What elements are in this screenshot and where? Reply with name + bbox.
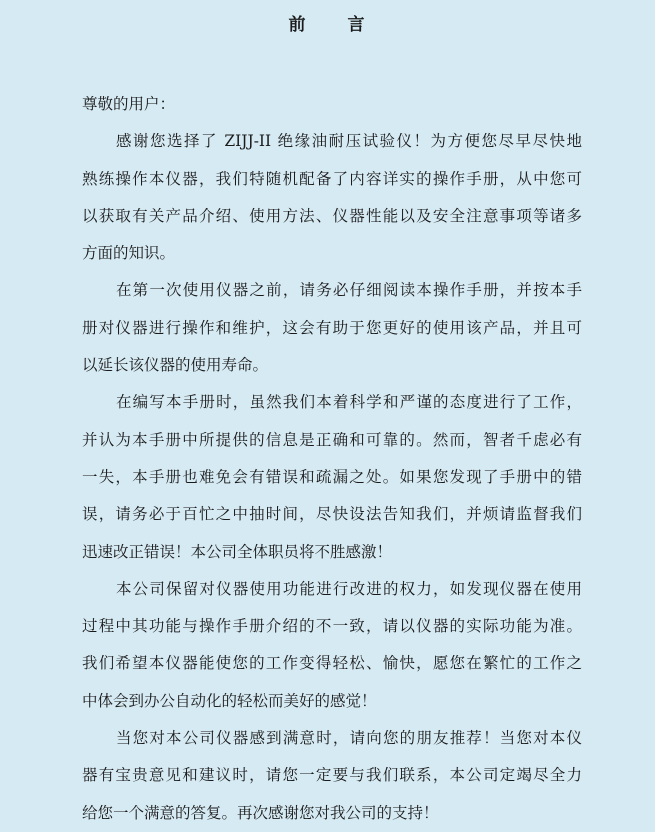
paragraph-1-line-3: 以获取有关产品介绍、使用方法、仪器性能以及安全注意事项等诸多 xyxy=(82,206,582,225)
paragraph-2-line-1: 在第一次使用仪器之前，请务必仔细阅读本操作手册，并按本手 xyxy=(116,281,582,300)
greeting: 尊敬的用户： xyxy=(82,95,176,113)
paragraph-1-line-1: 感谢您选择了 ZIJJ-II 绝缘油耐压试验仪！为方便您尽早尽快地 xyxy=(116,132,582,151)
paragraph-4-line-1: 本公司保留对仪器使用功能进行改进的权力，如发现仪器在使用 xyxy=(116,579,582,598)
title-char-1: 前 xyxy=(288,15,308,35)
paragraph-4-line-4: 中体会到办公自动化的轻松而美好的感觉！ xyxy=(82,691,377,710)
paragraph-5-line-2: 器有宝贵意见和建议时，请您一定要与我们联系，本公司定竭尽全力 xyxy=(82,766,582,785)
paragraph-4-line-2: 过程中其功能与操作手册介绍的不一致，请以仪器的实际功能为准。 xyxy=(82,617,582,636)
paragraph-3-line-2: 并认为本手册中所提供的信息是正确和可靠的。然而，智者千虑必有 xyxy=(82,430,582,449)
paragraph-2-line-2: 册对仪器进行操作和维护，这会有助于您更好的使用该产品，并且可 xyxy=(82,318,582,337)
paragraph-2-line-3: 以延长该仪器的使用寿命。 xyxy=(82,356,269,375)
paragraph-3-line-5: 迅速改正错误！本公司全体职员将不胜感激！ xyxy=(82,542,393,561)
paragraph-3-line-1: 在编写本手册时，虽然我们本着科学和严谨的态度进行了工作， xyxy=(116,393,582,412)
paragraph-1-line-4: 方面的知识。 xyxy=(82,244,176,263)
paragraph-1-line-2: 熟练操作本仪器，我们特随机配备了内容详实的操作手册，从中您可 xyxy=(82,169,582,188)
paragraph-3-line-3: 一失，本手册也难免会有错误和疏漏之处。如果您发现了手册中的错 xyxy=(82,467,582,486)
paragraph-5-line-3: 给您一个满意的答复。再次感谢您对我公司的支持！ xyxy=(82,803,439,822)
page-title xyxy=(0,10,655,35)
preface-body xyxy=(82,86,582,832)
paragraph-4-line-3: 我们希望本仪器能使您的工作变得轻松、愉快，愿您在繁忙的工作之 xyxy=(82,654,582,673)
paragraph-5-line-1: 当您对本公司仪器感到满意时，请向您的朋友推荐！当您对本仪 xyxy=(116,729,582,748)
paragraph-3-line-4: 误，请务必于百忙之中抽时间，尽快设法告知我们，并烦请监督我们 xyxy=(82,505,582,524)
title-char-2: 言 xyxy=(347,15,367,35)
